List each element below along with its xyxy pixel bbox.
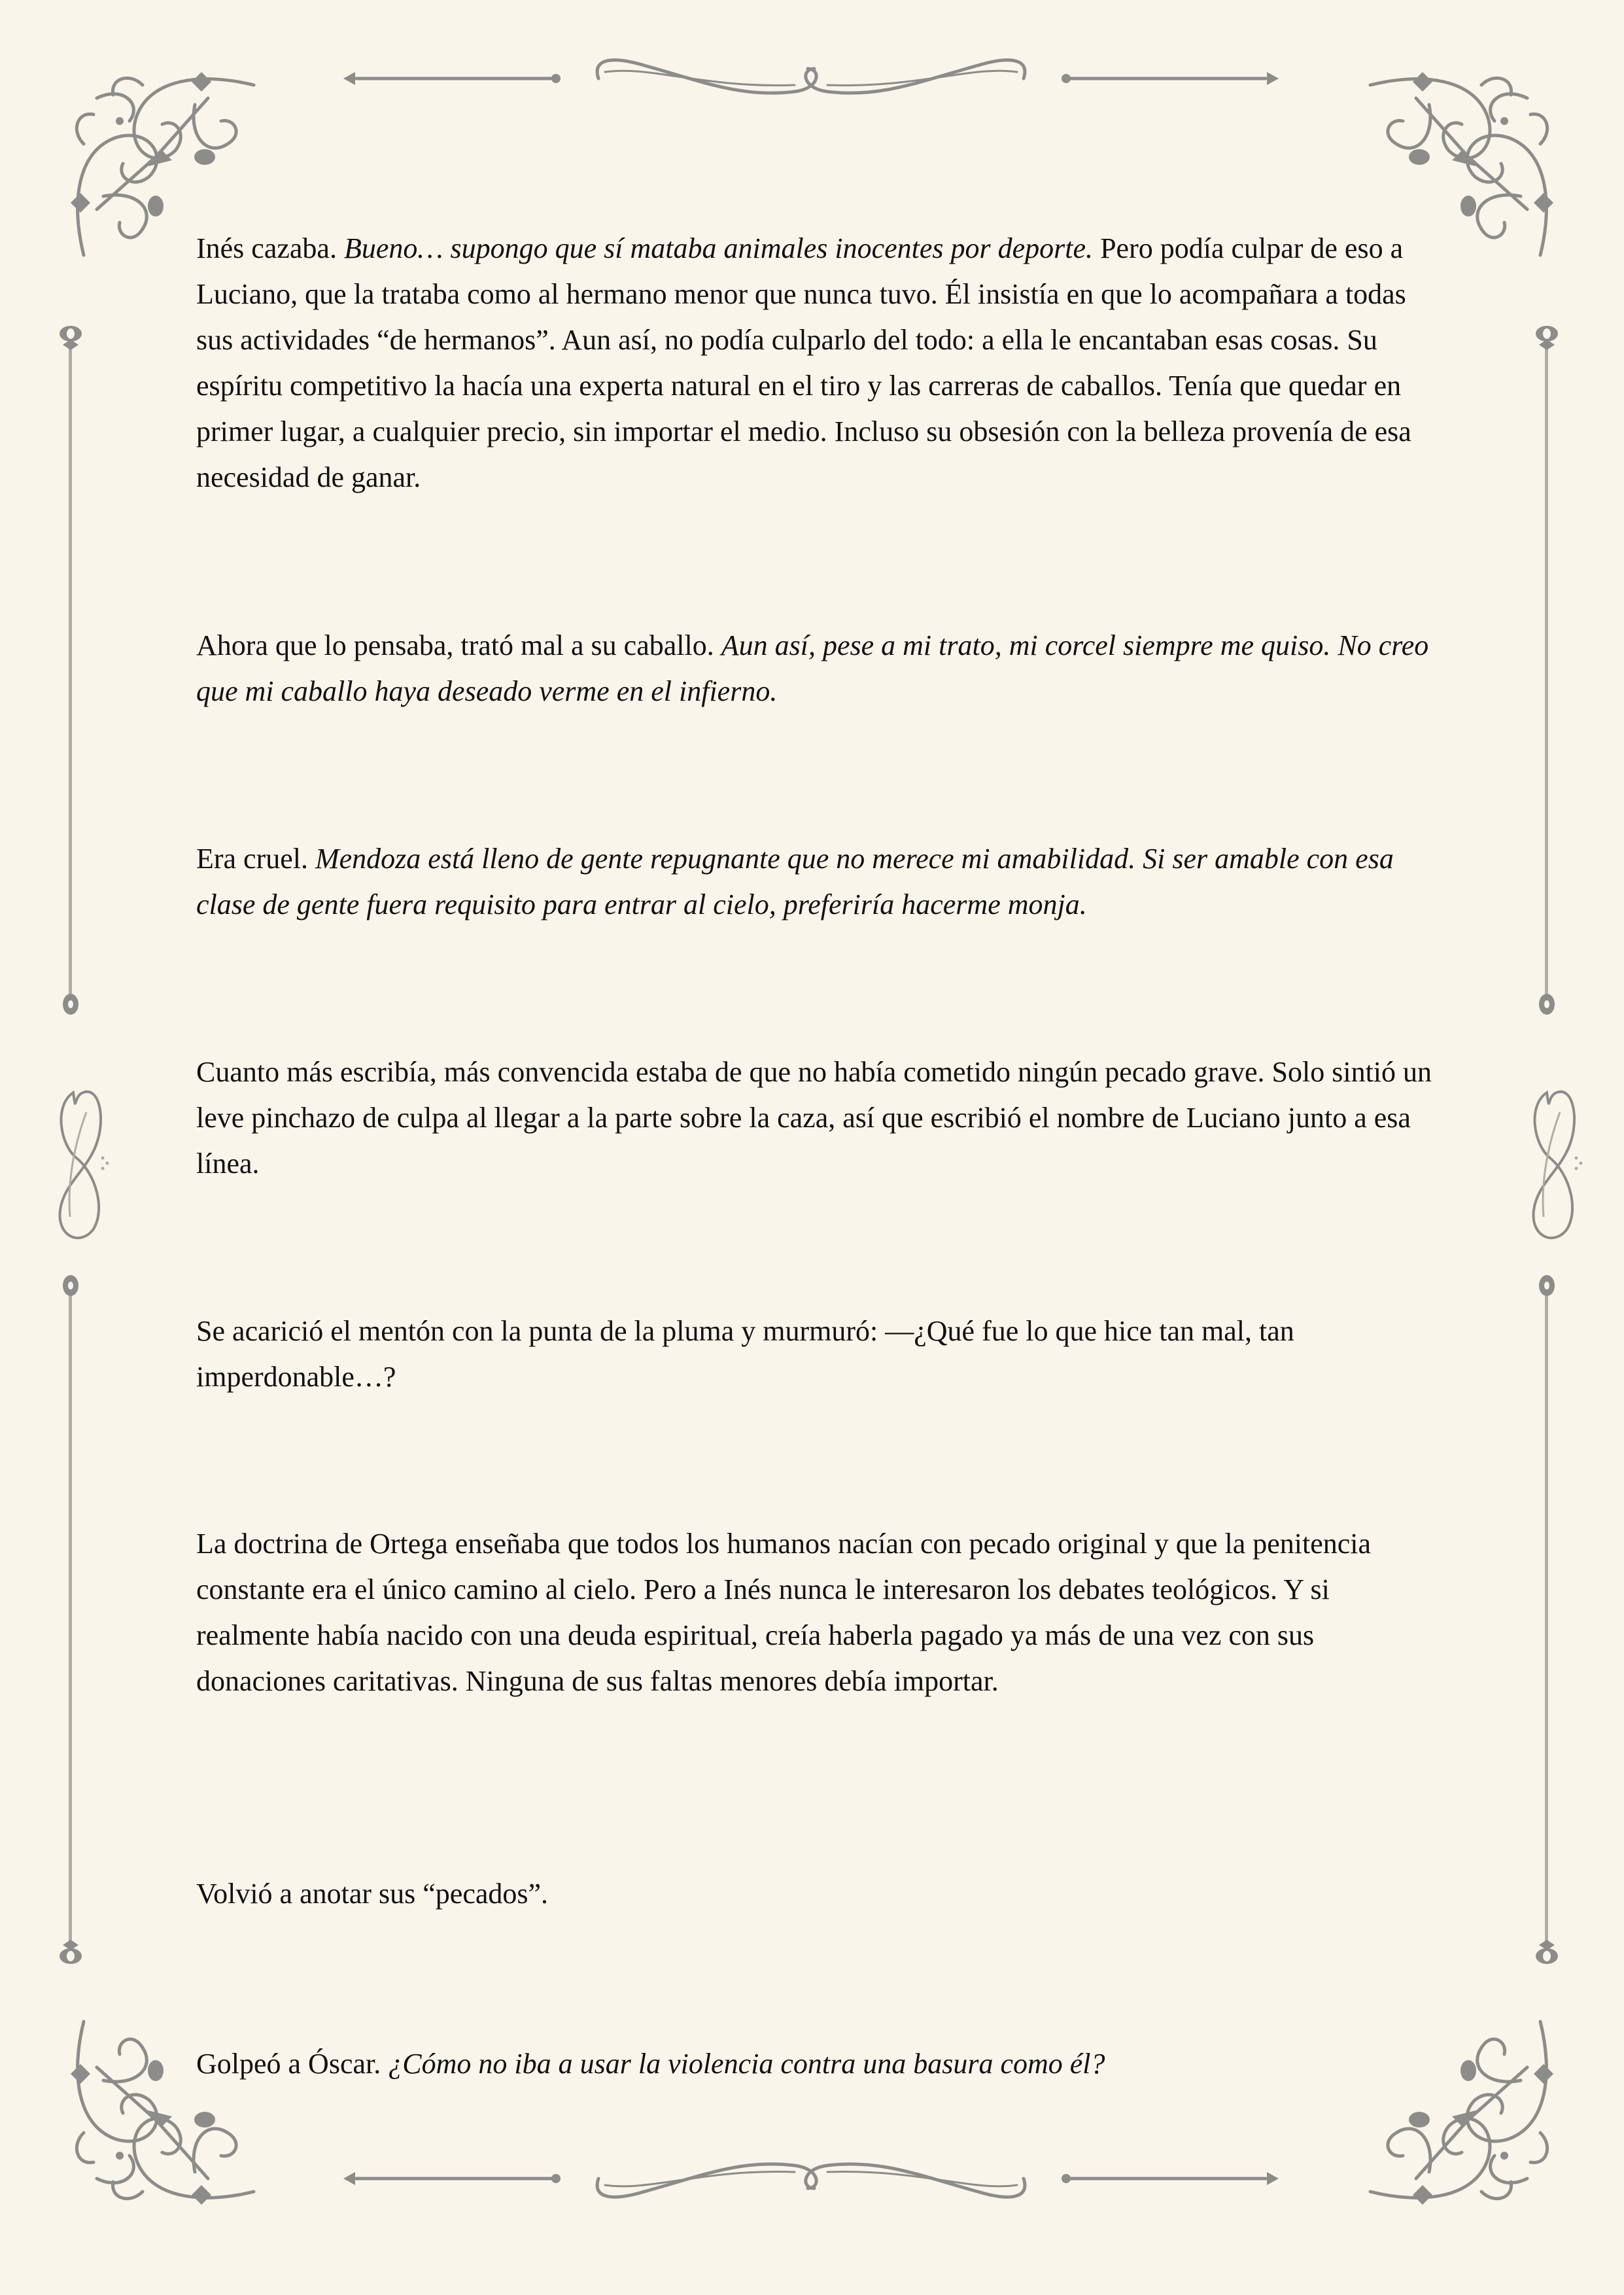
italic-thought: Mendoza está lleno de gente repugnante que no merece mi amabilidad. Si ser amable con esa clase de gente fuera requisito para entrar al cielo, preferiría hacerme monja. bbox=[196, 843, 1394, 920]
italic-thought: Aun así, pese a mi trato, mi corcel siempre me quiso. No creo que mi caballo haya deseado verme en el infierno. bbox=[196, 629, 1429, 707]
paragraph bbox=[196, 623, 1439, 714]
paragraph bbox=[196, 1871, 1439, 1917]
paragraph bbox=[196, 226, 1439, 500]
narration-text: Cuanto más escribía, más convencida estaba de que no había cometido ningún pecado grave. Solo sintió un leve pinchazo de culpa al llegar a la parte sobre la caza, así que escribió el nombre de Luciano junto a esa línea. bbox=[196, 1056, 1432, 1180]
side-rod-icon-left-lower bbox=[58, 1259, 84, 1966]
bottom-divider-scroll-icon bbox=[337, 2152, 1285, 2205]
paragraph bbox=[196, 1049, 1439, 1187]
narration-text: Ahora que lo pensaba, trató mal a su caballo. bbox=[196, 629, 721, 661]
side-rod-icon-left-upper bbox=[58, 324, 84, 1030]
italic-thought: ¿Cómo no iba a usar la violencia contra una basura como él? bbox=[388, 2048, 1105, 2080]
paragraph bbox=[196, 836, 1439, 928]
top-divider-scroll-icon bbox=[337, 52, 1285, 105]
figure-eight-knot-icon-right bbox=[1521, 1066, 1593, 1250]
narration-text: Volvió a anotar sus “pecados”. bbox=[196, 1878, 549, 1910]
paragraph bbox=[196, 1308, 1439, 1400]
narration-text: La doctrina de Ortega enseñaba que todos los humanos nacían con pecado original y que la penitencia constante era el único camino al cielo. Pero a Inés nunca le interesaron los debates teológicos. Y si realmente había nacido con una deuda espiritual, creía haberla pagado ya más de una vez con sus donaciones caritativas. Ninguna de sus faltas menores debía importar. bbox=[196, 1528, 1372, 1697]
italic-thought: Bueno… supongo que sí mataba animales inocentes por deporte. bbox=[343, 232, 1094, 264]
side-rod-icon-right-lower bbox=[1534, 1259, 1560, 1966]
paragraph bbox=[196, 2041, 1439, 2087]
narration-text: Inés cazaba. bbox=[196, 232, 344, 264]
narration-text: Se acarició el mentón con la punta de la pluma y murmuró: —¿Qué fue lo que hice tan mal, tan imperdonable…? bbox=[196, 1315, 1294, 1393]
narration-text: Pero podía culpar de eso a Luciano, que la trataba como al hermano menor que nunca tuvo. Él insistía en que lo acompañara a todas sus actividades “de hermanos”. Aun así, no podía culparlo del todo: a ella le encantaban esas cosas. Su espíritu competitivo la hacía una experta natural en el tiro y las carreras de caballos. Tenía que quedar en primer lugar, a cualquier precio, sin importar el medio. Incluso su obsesión con la belleza provenía de esa necesidad de ganar. bbox=[196, 232, 1411, 493]
narration-text: Golpeó a Óscar. bbox=[196, 2048, 389, 2080]
corner-flourish-icon-bottom-left bbox=[58, 2008, 267, 2218]
paragraph bbox=[196, 1521, 1439, 1704]
side-rod-icon-right-upper bbox=[1534, 324, 1560, 1030]
figure-eight-knot-icon-left bbox=[47, 1066, 119, 1250]
corner-flourish-icon-bottom-right bbox=[1357, 2008, 1566, 2218]
narration-text: Era cruel. bbox=[196, 843, 315, 875]
